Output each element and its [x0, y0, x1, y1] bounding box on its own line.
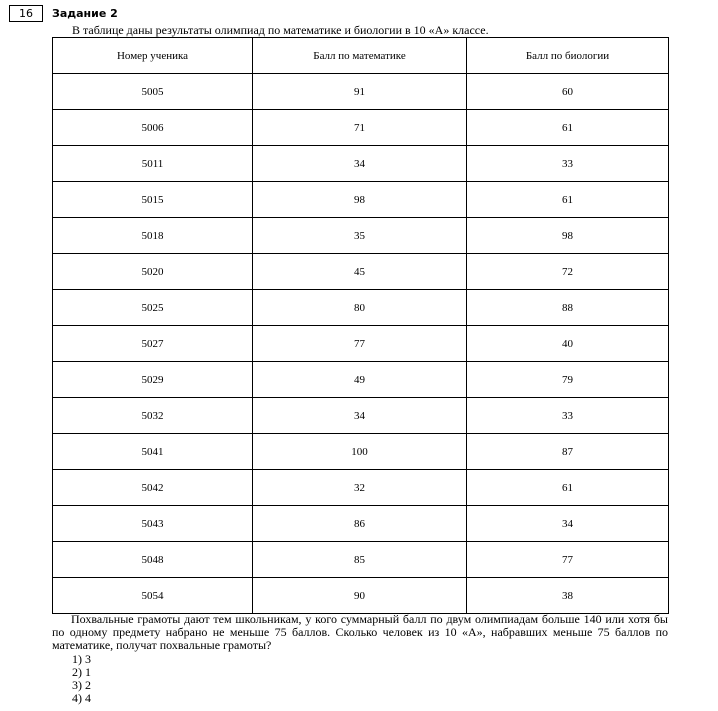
- math-score-cell: 45: [253, 254, 467, 290]
- math-score-cell: 98: [253, 182, 467, 218]
- table-row: [53, 182, 669, 218]
- math-score-cell: 34: [253, 146, 467, 182]
- student-id-cell: 5054: [53, 578, 253, 614]
- math-score-cell: 49: [253, 362, 467, 398]
- task-number: 16: [9, 5, 43, 22]
- math-score-cell: 35: [253, 218, 467, 254]
- biology-score-cell: 38: [467, 578, 669, 614]
- table-row: [53, 470, 669, 506]
- student-id-cell: 5006: [53, 110, 253, 146]
- biology-score-cell: 98: [467, 218, 669, 254]
- student-id-cell: 5048: [53, 542, 253, 578]
- task-title: Задание 2: [52, 7, 118, 20]
- biology-score-cell: 61: [467, 182, 669, 218]
- student-id-cell: 5041: [53, 434, 253, 470]
- student-id-cell: 5018: [53, 218, 253, 254]
- column-header-biology-score: Балл по биологии: [467, 38, 669, 74]
- table-row: [53, 254, 669, 290]
- student-id-cell: 5015: [53, 182, 253, 218]
- biology-score-cell: 88: [467, 290, 669, 326]
- student-id-cell: 5025: [53, 290, 253, 326]
- biology-score-cell: 79: [467, 362, 669, 398]
- table-row: [53, 506, 669, 542]
- intro-text: В таблице даны результаты олимпиад по математике и биологии в 10 «А» классе.: [72, 23, 489, 37]
- table-body: [53, 74, 669, 614]
- student-id-cell: 5042: [53, 470, 253, 506]
- math-score-cell: 85: [253, 542, 467, 578]
- table-row: [53, 110, 669, 146]
- student-id-cell: 5020: [53, 254, 253, 290]
- biology-score-cell: 77: [467, 542, 669, 578]
- math-score-cell: 71: [253, 110, 467, 146]
- student-id-cell: 5029: [53, 362, 253, 398]
- answer-option: 1) 3: [72, 652, 91, 666]
- math-score-cell: 34: [253, 398, 467, 434]
- biology-score-cell: 60: [467, 74, 669, 110]
- table-row: [53, 326, 669, 362]
- column-header-student-id: Номер ученика: [53, 38, 253, 74]
- table-row: [53, 218, 669, 254]
- table-row: [53, 362, 669, 398]
- results-table: [52, 37, 669, 614]
- biology-score-cell: 33: [467, 146, 669, 182]
- student-id-cell: 5005: [53, 74, 253, 110]
- column-header-math-score: Балл по математике: [253, 38, 467, 74]
- answer-options: [72, 653, 91, 705]
- table-row: [53, 398, 669, 434]
- table-header-row: [53, 38, 669, 74]
- answer-option: 2) 1: [72, 665, 91, 679]
- math-score-cell: 90: [253, 578, 467, 614]
- table-row: [53, 434, 669, 470]
- math-score-cell: 91: [253, 74, 467, 110]
- question-text: Похвальные грамоты дают тем школьникам, у кого суммарный балл по двум олимпиадам больше 140 или хотя бы по одному предмету набрано не меньше 75 баллов. Сколько человек из 10 «А», набравших меньше 75 баллов по математике, получат похвальные грамоты?: [52, 612, 668, 652]
- biology-score-cell: 40: [467, 326, 669, 362]
- student-id-cell: 5043: [53, 506, 253, 542]
- biology-score-cell: 33: [467, 398, 669, 434]
- table-row: [53, 74, 669, 110]
- math-score-cell: 80: [253, 290, 467, 326]
- biology-score-cell: 72: [467, 254, 669, 290]
- biology-score-cell: 61: [467, 470, 669, 506]
- table-row: [53, 542, 669, 578]
- student-id-cell: 5011: [53, 146, 253, 182]
- math-score-cell: 32: [253, 470, 467, 506]
- biology-score-cell: 87: [467, 434, 669, 470]
- answer-option: 3) 2: [72, 678, 91, 692]
- math-score-cell: 86: [253, 506, 467, 542]
- math-score-cell: 100: [253, 434, 467, 470]
- table-row: [53, 290, 669, 326]
- math-score-cell: 77: [253, 326, 467, 362]
- biology-score-cell: 61: [467, 110, 669, 146]
- biology-score-cell: 34: [467, 506, 669, 542]
- table-row: [53, 146, 669, 182]
- answer-option: 4) 4: [72, 691, 91, 705]
- student-id-cell: 5027: [53, 326, 253, 362]
- student-id-cell: 5032: [53, 398, 253, 434]
- table-row: [53, 578, 669, 614]
